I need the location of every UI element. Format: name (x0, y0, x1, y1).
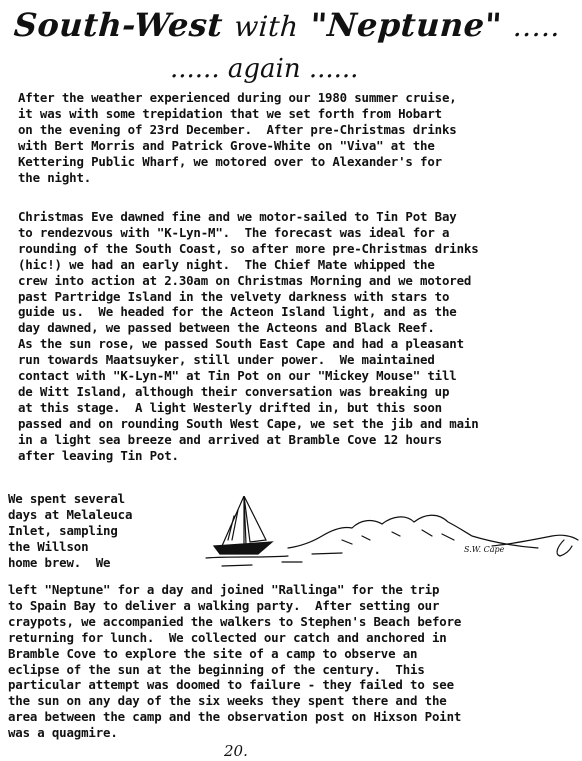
article-title (13, 6, 576, 44)
sketch-caption: S.W. Cape (464, 545, 505, 554)
title-main: South-West (12, 6, 225, 44)
signature-mark (557, 540, 572, 556)
sailboat-sketch-illustration (192, 496, 580, 592)
article-subtitle: ...... again ...... (170, 54, 359, 84)
page-number: 20. (224, 742, 248, 760)
title-dots: ..... (512, 10, 562, 43)
sail-icon (222, 496, 246, 546)
paragraph-melaleuca: We spent several days at Melaleuca Inlet, sampling the Willson home brew. We (8, 491, 133, 570)
paragraph-christmas-eve: Christmas Eve dawned fine and we motor-sailed to Tin Pot Bay to rendezvous with "K-Lyn-M". The forecast was ideal for a rounding of the South Coast, so after more pre-Christmas drinks (hic!) we had an early night. The Chief Mate whipped the crew into action at 2.30am on Christmas Morning and we motored past Partridge Island in the velvety darkness with stars to guide us. We headed for the Acteon Island light, and as the day dawned, we passed between the Acteons and Black Reef. As the sun rose, we passed South East Cape and had a pleasant run towards Maatsuyker, still under power. We maintained contact with "K-Lyn-M" at Tin Pot on our "Mickey Mouse" till de Witt Island, although their conversation was breaking up at this stage. A light Westerly drifted in, but this soon passed and on rounding South West Cape, we set the jib and main in a light sea breeze and arrived at Bramble Cove 12 hours after leaving Tin Pot. (18, 209, 479, 463)
paragraph-intro: After the weather experienced during our 1980 summer cruise, it was with some trepidation that we set forth from Hobart on the evening of 23rd December. After pre-Christmas drinks with Bert Morris and Patrick Grove-White on "Viva" at the Kettering Public Wharf, we motored over to Alexander's for the night. (18, 90, 457, 185)
title-boat-name: "Neptune" (308, 6, 504, 44)
title-with: with (233, 10, 300, 43)
paragraph-spain-bay: left "Neptune" for a day and joined "Rallinga" for the trip to Spain Bay to deliver a walking party. After setting our craypots, we accompanied the walkers to Stephen's Beach before returning for lunch. We collected our catch and anchored in Bramble Cove to explore the site of a camp to observe an eclipse of the sun at the beginning of the century. This particular attempt was doomed to failure - they failed to see the sun on any day of the six weeks they spent there and the area between the camp and the observation post on Hixson Point was a quagmire. (8, 582, 462, 741)
